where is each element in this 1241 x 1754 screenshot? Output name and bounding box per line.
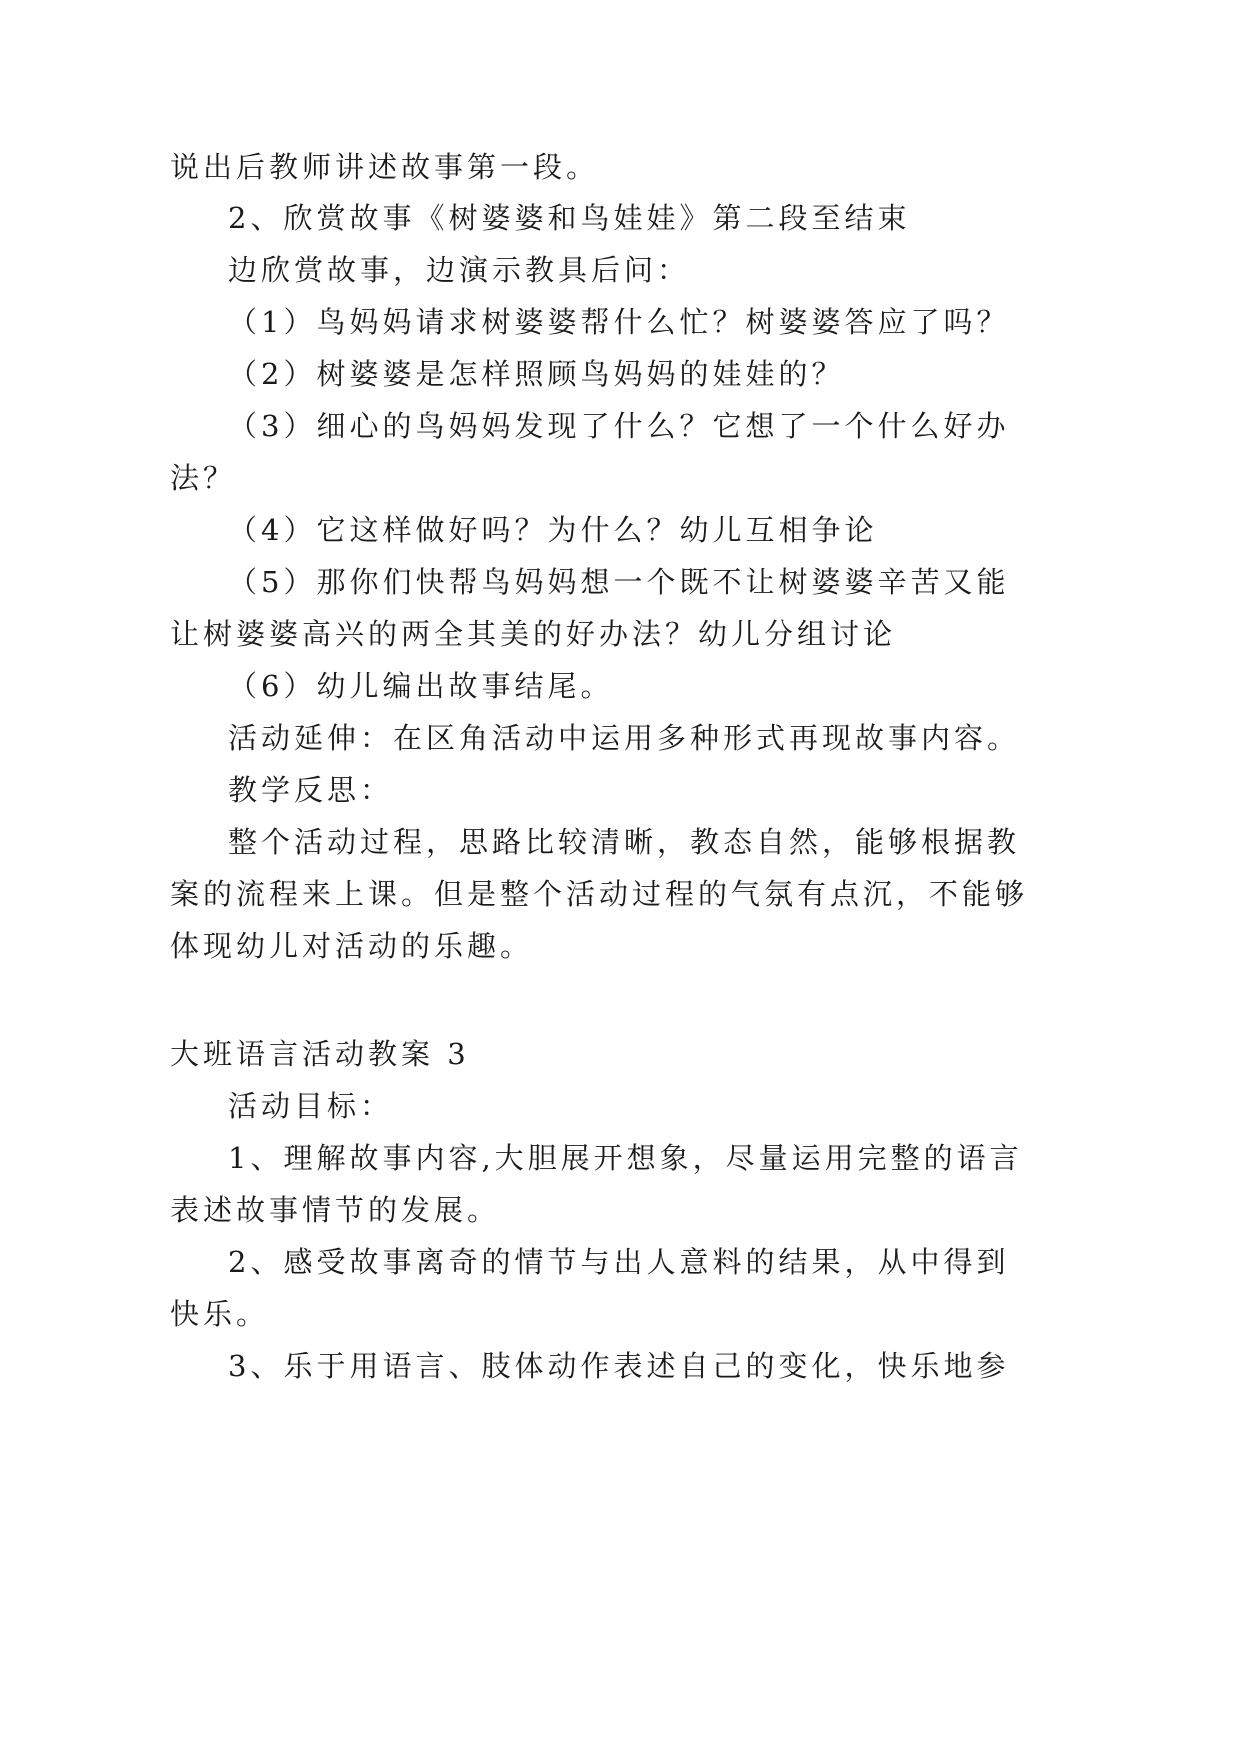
text-line-12: 活动延伸：在区角活动中运用多种形式再现故事内容。 (228, 721, 1021, 755)
text-line-23: 3、乐于用语言、肢体动作表述自己的变化，快乐地参 (228, 1349, 1010, 1383)
text-line-8: （4）它这样做好吗？为什么？幼儿互相争论 (228, 513, 878, 547)
text-line-7: 法？ (170, 461, 237, 495)
text-line-4: （1）鸟妈妈请求树婆婆帮什么忙？树婆婆答应了吗？ (228, 305, 1010, 339)
text-line-3: 边欣赏故事，边演示教具后问： (228, 253, 691, 287)
text-line-16: 体现幼儿对活动的乐趣。 (170, 929, 534, 963)
text-line-5: （2）树婆婆是怎样照顾鸟妈妈的娃娃的？ (228, 357, 845, 391)
text-line-2: 2、欣赏故事《树婆婆和鸟娃娃》第二段至结束 (228, 201, 911, 235)
text-line-15: 案的流程来上课。但是整个活动过程的气氛有点沉，不能够 (170, 877, 1029, 911)
text-line-20: 表述故事情节的发展。 (170, 1193, 501, 1227)
text-line-9: （5）那你们快帮鸟妈妈想一个既不让树婆婆辛苦又能 (228, 565, 1010, 599)
text-line-10: 让树婆婆高兴的两全其美的好办法？幼儿分组讨论 (170, 617, 897, 651)
text-line-1: 说出后教师讲述故事第一段。 (170, 150, 600, 184)
text-line-6: （3）细心的鸟妈妈发现了什么？它想了一个什么好办 (228, 409, 1010, 443)
text-line-13: 教学反思： (228, 773, 394, 807)
text-line-18: 活动目标： (228, 1089, 394, 1123)
section-heading: 大班语言活动教案 3 (170, 1037, 470, 1071)
text-line-21: 2、感受故事离奇的情节与出人意料的结果，从中得到 (228, 1245, 1010, 1279)
text-line-19: 1、理解故事内容,大胆展开想象，尽量运用完整的语言 (228, 1141, 1023, 1175)
text-line-14: 整个活动过程，思路比较清晰，教态自然，能够根据教 (228, 825, 1021, 859)
text-line-11: （6）幼儿编出故事结尾。 (228, 669, 614, 703)
text-line-22: 快乐。 (170, 1297, 270, 1331)
